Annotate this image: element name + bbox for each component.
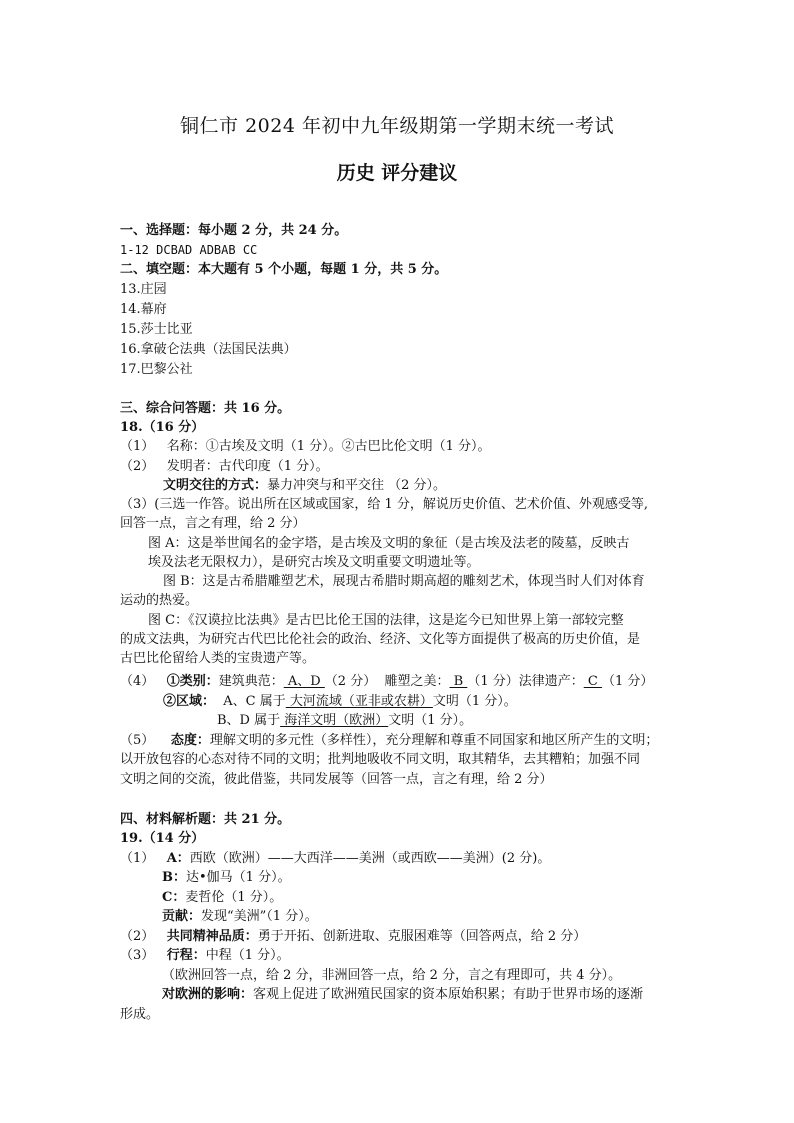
law-score: （1 分） [601, 674, 654, 689]
q19-part1-a-label: A： [166, 851, 190, 866]
region2-pre: B、D 属于 [217, 713, 281, 728]
region1-post: 文明（1 分）。 [432, 694, 517, 709]
q19-part1-c [162, 888, 282, 907]
q18-part4-region1 [163, 692, 517, 711]
q18-part2-num: （2） [120, 459, 155, 474]
q19-part3 [120, 946, 290, 965]
region2-post: 文明（1 分）。 [388, 713, 473, 728]
section3-heading: 三、综合问答题：共 16 分。 [120, 401, 291, 416]
q19-part2 [120, 927, 586, 946]
fill-item-17: 17.巴黎公社 [120, 362, 193, 377]
region1-pre: A、C 属于 [223, 694, 286, 709]
q19-part2-num: （2） [120, 929, 155, 944]
architecture-answer: A、D [283, 674, 325, 689]
section2-heading: 二、填空题：本大题有 5 个小题，每题 1 分，共 5 分。 [120, 262, 448, 277]
page-subtitle: 历史 评分建议 [336, 162, 458, 184]
q18-part5-num: （5） [120, 733, 155, 748]
q19-part1-a [120, 849, 550, 868]
q18-part5-line1 [120, 731, 658, 750]
figure-c-line1: 图 C：《汉谟拉比法典》是古巴比伦王国的法律，这是迄今已知世界上第一部较完整 [148, 613, 624, 628]
fill-item-16: 16.拿破仑法典（法国民法典） [120, 342, 297, 357]
figure-c-line2: 的成文法典，为研究古代巴比伦社会的政治、经济、文化等方面提供了极高的历史价值，是 [120, 632, 641, 647]
q18-part2 [120, 457, 329, 476]
q19-part2-text: 勇于开拓、创新进取、克服困难等（回答两点，给 2 分） [257, 929, 587, 944]
q18-part4-category [120, 672, 653, 691]
figure-a-line2: 埃及法老无限权力），是研究古埃及文明重要文明遗址等。 [148, 555, 480, 570]
section4-heading: 四、材料解析题：共 21 分。 [120, 812, 291, 827]
q19-part3-impact-text: 客观上促进了欧洲殖民国家的资本原始积累；有助于世界市场的逐渐 [253, 987, 644, 1002]
q18-part3-line1: （3）(三选一作答。说出所在区域或国家，给 1 分，解说历史价值、艺术价值、外观感受等, [120, 497, 649, 512]
architecture-score: （2 分） [324, 674, 377, 689]
q18-part1-num: （1） [120, 439, 155, 454]
q19-part3-line4: 形成。 [120, 1007, 160, 1022]
sculpture-score: （1 分）法律遗产： [467, 674, 584, 689]
q18-part5-label: 态度： [170, 733, 210, 748]
q18-part2-label2: 文明交往的方式： [163, 478, 268, 493]
question-18: 18.（16 分） [120, 420, 205, 435]
figure-c-line3: 古巴比伦留给人类的宝贵遗产等。 [120, 651, 316, 666]
architecture-label: 建筑典范： [218, 674, 284, 689]
q18-part5-text1: 理解文明的多元性（多样性），充分理解和尊重不同国家和地区所产生的文明； [209, 733, 659, 748]
q18-part4-label2: ②区域： [163, 694, 216, 709]
q19-part1-a-text: 西欧（欧洲）——大西洋——美洲（或西欧——美洲）(2 分)。 [189, 851, 551, 866]
section1-answers: 1-12 DCBAD ADBAB CC [120, 243, 258, 257]
q19-part3-line2: （欧洲回答一点，给 2 分，非洲回答一点，给 2 分，言之有理即可，共 4 分）。 [162, 968, 622, 983]
q18-part5-line2: 以开放包容的心态对待不同的文明；批判地吸收不同文明，取其精华，去其糟粕；加强不同 [120, 752, 641, 767]
q18-part5-line3: 文明之间的交流，彼此借鉴，共同发展等（回答一点，言之有理，给 2 分） [120, 772, 553, 787]
q18-part2-label: 发明者： [166, 459, 219, 474]
q18-part2-exchange [163, 476, 446, 495]
figure-b-line1: 图 B：这是古希腊雕塑艺术，展现古希腊时期高超的雕刻艺术，体现当时人们对体育 [163, 574, 645, 589]
q18-part2-text2: 暴力冲突与和平交往 （2 分）。 [267, 478, 447, 493]
q18-part1-text: 名称：①古埃及文明（1 分）。②古巴比伦文明（1 分）。 [166, 439, 491, 454]
region2-answer: 海洋文明（欧洲） [280, 713, 389, 728]
exam-title: 铜仁市 2024 年初中九年级期第一学期末统一考试 [180, 115, 614, 137]
q18-part2-text: 古代印度（1 分）。 [218, 459, 329, 474]
q19-part3-impact-label: 对欧洲的影响： [162, 987, 254, 1002]
region1-answer: 大河流域（亚非或农耕） [285, 694, 433, 709]
q19-part3-label: 行程： [166, 948, 206, 963]
q19-part3-impact [162, 985, 643, 1004]
sculpture-label: 雕塑之美： [384, 674, 450, 689]
question-19: 19.（14 分） [120, 831, 205, 846]
figure-a-line1: 图 A：这是举世闻名的金字塔，是古埃及文明的象征（是古埃及法老的陵墓，反映古 [148, 536, 630, 551]
q18-part4-region2 [217, 711, 472, 730]
fill-item-15: 15.莎士比亚 [120, 322, 193, 337]
figure-b-line2: 运动的热爱。 [120, 593, 199, 608]
section1-heading: 一、选择题：每小题 2 分，共 24 分。 [120, 223, 348, 238]
q19-part3-text: 中程（1 分）。 [205, 948, 290, 963]
q19-part3-num: （3） [120, 948, 155, 963]
q19-part1-d-text: 发现“美洲”（1 分）。 [201, 909, 318, 924]
sculpture-answer: B [449, 674, 468, 689]
q19-part1-b [162, 868, 291, 887]
law-answer: C [583, 674, 602, 689]
fill-item-14: 14.幕府 [120, 302, 167, 317]
q19-part1-b-label: B： [162, 870, 186, 885]
q18-part3-line2: 回答一点，言之有理，给 2 分） [120, 516, 306, 531]
q19-part1-b-text: 达•伽马（1 分）。 [186, 870, 291, 885]
q19-part1-num: （1） [120, 851, 155, 866]
q19-part2-label: 共同精神品质： [166, 929, 258, 944]
fill-item-13: 13.庄园 [120, 282, 167, 297]
q18-part4-label: ①类别： [166, 674, 219, 689]
q18-part1 [120, 437, 491, 456]
q19-part1-c-text: 麦哲伦（1 分）。 [185, 890, 283, 905]
q19-part1-contribution [162, 907, 318, 926]
q19-part1-c-label: C： [162, 890, 186, 905]
q19-part1-d-label: 贡献： [162, 909, 202, 924]
q18-part4-num: （4） [120, 674, 155, 689]
